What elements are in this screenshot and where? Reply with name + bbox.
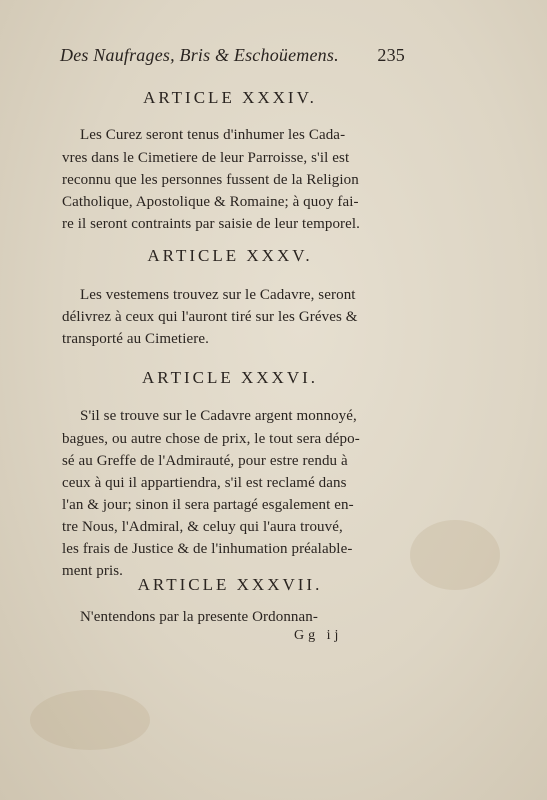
paper-stain bbox=[410, 520, 500, 590]
page-number: 235 bbox=[377, 45, 405, 65]
text-line: Les vestemens trouvez sur le Cadavre, seront bbox=[80, 287, 356, 303]
text-line: tre Nous, l'Admiral, & celuy qui l'aura trouvé, bbox=[62, 519, 343, 535]
signature-mark: Gg ij bbox=[294, 628, 343, 643]
text-line: les frais de Justice & de l'inhumation préalable- bbox=[62, 541, 353, 557]
article-heading: ARTICLE XXXVI. bbox=[141, 368, 319, 387]
paper-stain bbox=[30, 690, 150, 750]
article-heading: ARTICLE XXXIV. bbox=[143, 88, 317, 107]
text-line: S'il se trouve sur le Cadavre argent monnoyé, bbox=[80, 408, 357, 424]
article-heading: ARTICLE XXXVII. bbox=[137, 575, 323, 594]
text-line: sé au Greffe de l'Admirauté, pour estre rendu à bbox=[62, 453, 348, 469]
text-line: ceux à qui il appartiendra, s'il est reclamé dans bbox=[62, 475, 347, 491]
text-line: reconnu que les personnes fussent de la Religion bbox=[62, 172, 359, 188]
text-line: Les Curez seront tenus d'inhumer les Cada- bbox=[80, 127, 346, 143]
text-line: bagues, ou autre chose de prix, le tout sera dépo- bbox=[62, 431, 360, 447]
text-line: délivrez à ceux qui l'auront tiré sur les Gréves & bbox=[62, 309, 358, 325]
running-head-title: Des Naufrages, Bris & Eschoüemens. bbox=[60, 45, 339, 65]
text-line: re il seront contraints par saisie de leur temporel. bbox=[62, 216, 361, 232]
text-line: Catholique, Apostolique & Romaine; à quoy fai- bbox=[62, 194, 359, 210]
text-line: l'an & jour; sinon il sera partagé esgalement en- bbox=[62, 497, 354, 513]
text-line: vres dans le Cimetiere de leur Parroisse, s'il est bbox=[62, 150, 350, 166]
article-heading: ARTICLE XXXV. bbox=[147, 246, 313, 265]
running-head bbox=[60, 45, 405, 66]
text-line: transporté au Cimetiere. bbox=[62, 331, 209, 347]
text-line: ment pris. bbox=[62, 563, 123, 579]
text-line: N'entendons par la presente Ordonnan- bbox=[80, 609, 318, 625]
